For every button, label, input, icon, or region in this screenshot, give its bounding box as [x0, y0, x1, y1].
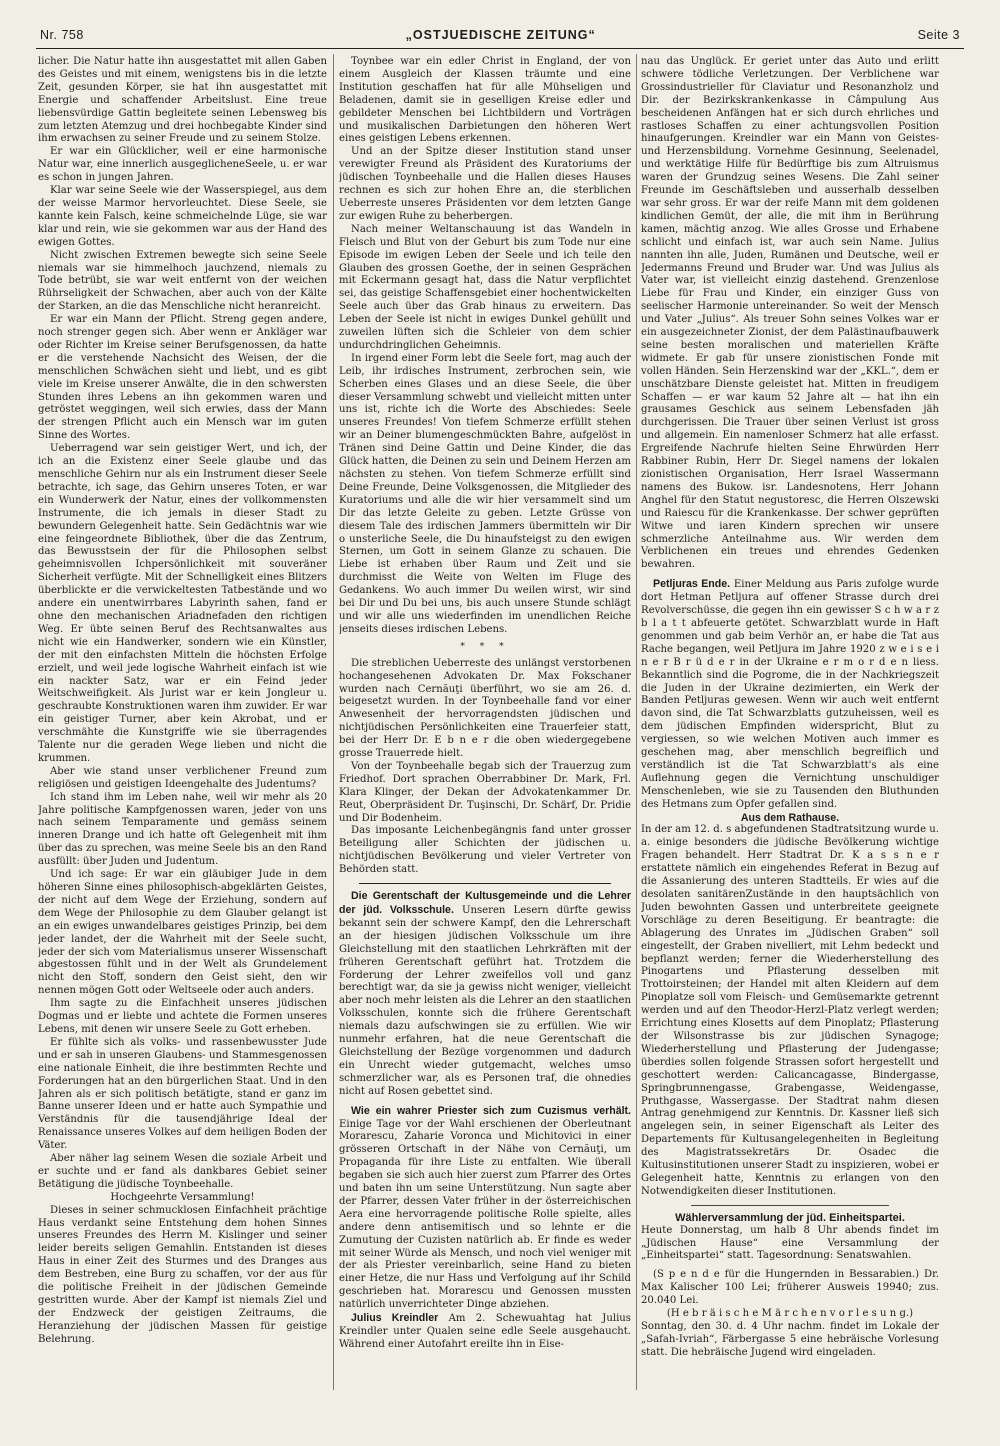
article-lehrer [339, 890, 631, 1099]
article-rathaus [641, 812, 939, 1199]
article-heading: Aus dem Rathause. [740, 811, 840, 824]
article-text: Einige Tage vor der Wahl erschienen der Oberleutnant Morarescu, Zaharie Voronca und Michitovici in einer grösseren Ortschaft in der Nähe von Cernăuţi, um Propaganda für ihre Liste zu entfalten. Wie überall begaben sie sich auch hier zuerst zum Pfarrer des Ortes und baten ihn um seine Unterstützung. Nun sagte aber der Pfarrer, dessen Vater früher in der österreichischen Aera eine hervorragende politische Rolle spielte, alles andere denn antisemitisch und so lehnte er die Zumutung der Cuzisten natürlich ab. Er finde es weder mit seiner Würde als Mensch, und noch viel weniger mit der als Priester vereinbarlich, seine Hand zu bieten einer Hetze, die nur Hass und Verfolgung auf ihr Schild geschrieben hat. Morarescu und Genossen mussten natürlich unverrichteter Dinge abziehen. [339, 1118, 631, 1311]
paragraph: Er war ein Glücklicher, weil er eine harmonische Natur war, eine innerlich ausgeglicheneSeele, u. er war es schon in jungen Jahren. [38, 146, 327, 184]
paragraph: nau das Unglück. Er geriet unter das Auto und erlitt schwere tödliche Verletzungen. Der Verblichene war Grossindustrieller für Claviatur und Resonanzholz und Dir. der Bezirkskrankenkasse in Câmpulung Aus bescheidenen Anfängen hat er sich durch ehrliches und rastloses Schaffen zu einer achtungsvollen Position hinaufgerungen. Kreindler war ein Mann von Geistes- und Herzensbildung. Vornehme Gesinnung, Seelenadel, und werktätige Hilfe für Bedürftige bis zum Altruismus waren der Grundzug seines Wesens. Die Zahl seiner Freunde im Geschäftsleben und ausserhalb desselben war sehr gross. Er war der reife Mann mit dem goldenen kindlichen Gemüt, der alle, die mit ihm in Berührung kamen, mächtig anzog. Wie alles Grosse und Erhabene schlicht und einfach ist, war auch sein Name. Julius nannten ihn alle, Juden, Rumänen und Deutsche, weil er Jedermanns Freund und Bruder war. Und was Julius als Vater war, ist vielleicht einzig dastehend. Grenzenlose Liebe für Frau und Kinder, ein einziger Guss von seelischer Harmonie untereinander. So weit der Mensch und Vater „Julius“. Als treuer Sohn seines Volkes war er ein ausgezeichneter Zionist, der dem Palästinaufbauwerk seine besten moralischen und materiellen Kräfte widmete. Er gab für unsere zionistischen Fonde mit vollen Händen. Sein Herzenskind war der „KKL.“, dem er unschätzbare Dienste geleistet hat. Mitten in freudigem Schaffen — er war kaum 52 Jahre alt — hat ihn ein grausames Geschick aus seinem Lebensfaden jäh durchgerissen. Die Trauer über seinen Verlust ist gross und allgemein. Ein namenloser Schmerz hat alle erfasst. Ergreifende Nachrufe hielten Seine Ehrwürden Herr Rabbiner Rubin, Herr Dr. Siegel namens der lokalen zionistischen Organisation, Herr Israel Wassermann namens des Bukow. isr. Landesnotens, Herr Johann Anghel für den Statut negustoresc, die Herren Olszewski und Raiescu für die Krankenkasse. Der schwer geprüften Witwe und iaren Kindern sprechen wir unsere schmerzliche Anteilnahme aus. Wir werden dem Verblichenen ein treues und ehrendes Gedenken bewahren. [641, 56, 939, 571]
paragraph: Aber näher lag seinem Wesen die soziale Arbeit und er suchte und er fand als dankbares Gebiet seiner Betätigung die jüdische Toynbeehalle. [38, 1153, 327, 1190]
paragraph: Von der Toynbeehalle begab sich der Trauerzug zum Friedhof. Dort sprachen Oberrabbiner Dr. Mark, Frl. Klara Klinger, der Dekan der Advokatenkammer Dr. Reut, Oberpräsident Dr. Tuşinschi, Dr. Schärf, Dr. Pridie und Dir Bodenheim. [339, 760, 631, 824]
paragraph: Nicht zwischen Extremen bewegte sich seine Seele niemals war sie himmelhoch jauchzend, niemals zu Tode betrübt, sie war weit entfernt von der weichen Rührseligkeit der Schwachen, aber auch von der Kälte der Starken, an die das Menschliche nicht heranreicht. [38, 249, 327, 313]
paragraph: Toynbee war ein edler Christ in England, der von einem Ausgleich der Klassen träumte und eine Institution geschaffen hat für alle Mühseligen und Beladenen, damit sie in geselligen Kreise edler und gebildeter Menschen bei Lichtbildern und Vorträgen und musikalischen Darbietungen den höheren Wert eines geistigen Lebens erkennen. [339, 56, 631, 145]
column-divider [636, 54, 637, 1390]
article-text: Am 2. Schewuahtag hat Julius Kreindler unter Qualen seine edle Seele ausgehaucht. Während einer Autofahrt ereilte ihn in Eise- [339, 1313, 631, 1350]
article-heading: Petljuras Ende. [653, 578, 731, 591]
page-header [40, 24, 960, 46]
paragraph: Und ich sage: Er war ein gläubiger Jude in dem höheren Sinne eines philosophisch-abgeklärten Geistes, der nicht auf dem Wege der Erziehung, sondern auf dem Wege der Philosophie zu dem Glauber gelangt ist an ein ewiges unwandelbares geistiges Prinzip, bei dem jeder landet, der die Wahrheit mit der Seele sucht, jeder der sich vom Materialismus unserer Wissenschaft abgestossen fühlt und in der Welt als Grundelement nicht den Stoff, sondern den Geist sieht, den wir nennen mögen Gott oder Weltseele oder auch anders. [38, 869, 327, 997]
newspaper-title: „OSTJUEDISCHE ZEITUNG“ [405, 28, 596, 42]
article-text: In der am 12. d. s abgefundenen Stadtratsitzung wurde u. a. einige besonders die jüdische Bevölkerung wichtige Fragen behandelt. Herr Stadtrat Dr. K a s s n e r erstattete nämlich ein eingehendes Referat in Bezug auf die Assanierung des unteren Stadtteils. Er wies auf die desolaten sanitärenZustände in den hauptsächlich von Juden bewohnten Gassen und unterbreitete geeignete Vorschläge zu deren Beseitigung. Er beantragte: die Ablagerung des Unrates im „Jüdischen Graben“ soll eingestellt, der Graben nivelliert, mit Lehm bedeckt und bepflanzt werden; ferner die Wiederherstellung des Pinogartens und Pflasterung desselben mit Trottoirsteinen; der Handel mit alten Kleidern auf dem Pinoplatze soll vom Fleisch- und Gemüsemarkte getrennt werden und auf den Theodor-Herzl-Platz verlegt werden; Errichtung eines Klosetts auf dem Pinoplatz; Pflasterung der Wilsonstrasse bis zur jüdischen Synagoge; Wiederherstellung und Pflasterung der Judengasse; überdies sollen folgende Strassen sofort hergestellt und geschottert werden: Calicancagasse, Bindergasse, Springbrunnengasse, Grabengasse, Weidengasse, Pruthgasse, Wassergasse. Der Stadtrat nahm diesen Antrag genehmigend zur Kenntnis. Dr. Kassner ließ sich angelegen sein, in seiner Eigenschaft als Leiter des Departements für Kultusangelegenheiten in Begleitung des Magistratssekretärs Dr. Osadec die Kultusinstitutionen unserer Stadt zu inspizieren, wobei er Gelegenheit hatte, Kenntnis zu erlangen von den Notwendigkeiten dieser Institutionen. [641, 824, 939, 1197]
notice-spende: (S p e n d e für die Hungernden in Bessarabien.) Dr. Max Kalischer 100 Lei; früherer Ausweis 19940; zus. 20.040 Lei. [641, 1269, 939, 1307]
section-separator: * * * [460, 641, 510, 652]
paragraph: Er fühlte sich als volks- und rassenbewusster Jude und er sah in unseren Glaubens- und Stammesgenossen eine nationale Einheit, die ihre bestimmten Rechte und Forderungen hat an den bürgerlichen Staat. Und in den Jahren als er sich politisch betätigte, stand er ganz im Banne unserer Ideen und er hatte auch Sympathie und Verständnis für die tausendjährige Ideal der Renaissance unseres Volkes auf dem heiligen Boden der Väter. [38, 1036, 327, 1152]
issue-number: Nr. 758 [40, 28, 84, 42]
paragraph: Und an der Spitze dieser Institution stand unser verewigter Freund als Präsident des Kuratoriums der jüdischen Toynbeehalle und die Hallen dieses Hauses rechnen es sich zur hohen Ehre an, die sterblichen Ueberreste unseres Präsidenten vor dem letzten Gange zur ewigen Ruhe zu beherbergen. [339, 146, 631, 222]
section-rule [359, 883, 611, 884]
article-heading: Wählerversammlung der jüd. Einheitspartei. [675, 1211, 905, 1224]
paragraph: Klar war seine Seele wie der Wasserspiegel, aus dem der weisse Marmor hervorleuchtet. Diese Seele, sie kannte kein Falsch, keine schmeichelnde Lüge, sie war klar und rein, wie sie gekommen war aus der Hand des ewigen Gottes. [38, 185, 327, 248]
paragraph: Die streblichen Ueberreste des unlängst verstorbenen hochangesehenen Advokaten Dr. Max Fokschaner wurden nach Cernăuţi überführt, wo sie am 26. d. beigesetzt wurden. In der Toynbeehalle fand vor einer Anwesenheit der hervorragendsten jüdischen und nichtjüdischen Persönlichkeiten eine Trauerfeier statt, bei der Herr Dr. E b n e r die oben wiedergegebene grosse Trauerrede hielt. [339, 657, 631, 760]
notice-heading: (H e b r ä i s c h e M ä r c h e n v o r l e s u n g.) [666, 1308, 914, 1320]
page-number: Seite 3 [917, 28, 960, 42]
article-priester [339, 1105, 631, 1313]
paragraph: Das imposante Leichenbegängnis fand unter grosser Beteiligung aller Schichten der jüdischen u. nichtjüdischen Bevölkerung und vieler Vertreter von Behörden statt. [339, 825, 631, 876]
article-petljura [641, 578, 939, 811]
column-2 [339, 56, 631, 1386]
paragraph: Dieses in seiner schmucklosen Einfachheit prächtige Haus verdankt seine Entstehung dem hohen Sinnes unseres Freundes des Herrn M. Kislinger und seiner leider bereits seligen Gemahlin. Entstanden ist dieses Haus in einer Zeit des Sturmes und des Dranges aus dem Bestreben, eine Burg zu schaffen, vor der aus für die politische Freiheit in der jüdischen Gemeinde gestritten wurde. Aber der Kampf ist niemals Ziel und der Endzweck der geistigen Zeitraums, die Heranziehung der jüdischen Massen für geistige Belehrung. [38, 1204, 327, 1345]
article-text: Heute Donnerstag, um halb 8 Uhr abends findet im „Jüdischen Hause“ eine Versammlung der „Einheitspartei“ statt. Tagesordnung: Senatswahlen. [641, 1224, 939, 1262]
paragraph: Er war ein Mann der Pflicht. Streng gegen andere, noch strenger gegen sich. Aber wenn er Ankläger war oder Richter im Kreise seiner Berufsgenossen, da hatte er die verstehende Nachsicht des Weisen, der die menschlichen Schwächen sieht und liebt, und es gibt viele im Kreise unserer Anwälte, die in den schwersten Stunden ihres Lebens an ihn gekommen waren und getröstet weggingen, weil sich erwies, dass der Mann der strengen Pflicht auch ein Mensch war im guten Sinne des Wortes. [38, 314, 327, 442]
column-divider [333, 54, 334, 1390]
paragraph: In irgend einer Form lebt die Seele fort, mag auch der Leib, ihr irdisches Instrument, zerbrochen sein, wie Scherben eines Glases und an diese Seele, die über dieser Versammlung schwebt und vielleicht mitten unter uns ist, richte ich die Worte des Abschiedes: Seele unseres Freundes! Von tiefem Schmerze erfüllt stehen wir an Deiner blumengeschmückten Bahre, aufgelöst in Tränen sind Deine Gattin und Deine Kinder, die das Glück hatten, die Deinen zu sein und Deinem Herzen am nächsten zu stehen. Von tiefem Schmerze erfüllt sind Deine Freunde, Deine Volksgenossen, die Mitglieder des Kuratoriums und alle die wir hier versammelt sind um Dir das letzte Geleite zu geben. Letzte Grüsse von diesem Tale des irdischen Jammers übermitteln wir Dir o unsterliche Seele, die Du hinaufsteigst zu den ewigen Sternen, um Gott in seinem Glanze zu schauen. Die Liebe ist erhaben über Raum und Zeit und sie durchmisst die Weite von Welten im Fluge des Gedankens. Wo auch immer Du weilen wirst, wir sind bei Dir und Du bei uns, bis auch unsere Stunde schlägt und wir alle uns wiederfinden im unendlichen Reiche jenseits dieses irdischen Lebens. [339, 352, 631, 635]
header-rule [36, 48, 964, 49]
paragraph: Aber wie stand unser verblichener Freund zum religiösen und geistigen Ideengehalte des Judentums? [38, 765, 327, 790]
paragraph: licher. Die Natur hatte ihn ausgestattet mit allen Gaben des Geistes und mit einem, wenigstens bis in die letzte Zeit, gesunden Körper, sie hat ihn ausgestattet mit Energie und schaffender Arbeitslust. Eine treue liebensvürdige Gattin begleitete seinen Lebensweg bis zum letzten Atemzug und drei hochbegabte Kinder sind ihm erwachsen zu seiner Freude und zu seinem Stolze. [38, 56, 327, 145]
paragraph: Ihm sagte zu die Einfachheit unseres jüdischen Dogmas und er liebte und achtete die Formen unseres Lebens, mit denen wir unsere Seele zu Gott erheben. [38, 998, 327, 1035]
article-heading: Julius Kreindler [351, 1312, 439, 1325]
column-3 [641, 56, 939, 1386]
paragraph: Ueberragend war sein geistiger Wert, und ich, der ich an die Existenz einer Seele glaube und das menschliche Gehirn nur als ein Instrument dieser Seele betrachte, ich sage, das Gehirn unseres Toten, er war ein Wunderwerk der Natur, eines der vollkommensten Instrumente, die ich jemals in dieser Stadt zu bewundern Gelegenheit hatte. Sein Gedächtnis war wie eine feingeordnete Bibliothek, über die das Zentrum, das Bewusstsein der für die Philosophen selbst geheimnisvollen Ichpersönlichkeit mit souveräner Sicherheit verfügte. Mit der Schnelligkeit eines Blitzers überblickte er die verwickeltesten Tatbestände und wo andere ein unentwirrbares Labyrinth sahen, fand er ohne den mechanischen Ariadnefaden den richtigen Weg. Er übte seinen Beruf des Rechtsanwaltes aus nicht wie ein Handwerker, sondern wie ein Künstler, der mit den einfachsten Mitteln die höchsten Erfolge erzielt, und weil jede logische Wahrheit einfach ist wie ein nackter Satz, war er ein Feind jeder Weitschweifigkeit. Als Jurist war er kein Jongleur u. geschraubte Konstruktionen waren ihm zuwider. Er war ein geistiger Turner, aber kein Akrobat, und er verschmähte die Kunstgriffe wie sie überragendes Talente nur die geraden Wege lieben und nicht die krummen. [38, 443, 327, 764]
paragraph: Nach meiner Weltanschauung ist das Wandeln in Fleisch und Blut von der Geburt bis zum Tode nur eine Episode im ewigen Leben der Seele und ich teile den Glauben des grossen Goethe, der in seinen Gesprächen mit Eckermann gesagt hat, dass die Natur verpflichtet sei, das geistige Schaffensgebiet einer hochentwickelten Seele auch über das Grab hinaus zu erweitern. Das Leben der Seele ist nicht in ewiges Dunkel gehüllt und zuweilen lüften sich die Schleier von dem schier undurchdringlichen Geheimnis. [339, 223, 631, 351]
notice-text: Sonntag, den 30. d. 4 Uhr nachm. findet im Lokale der „Safah-Ivriah“, Färbergasse 5 eine hebräische Vorlesung statt. Die hebräische Jugend wird eingeladen. [641, 1321, 939, 1358]
column-1 [38, 56, 327, 1386]
salutation: Hochgeehrte Versammlung! [110, 1191, 255, 1203]
article-heading: Die Gerentschaft der Kultusgemeinde und die Lehrer der jüd. Volksschule. [339, 890, 631, 916]
section-rule [691, 1205, 889, 1206]
article-heading: Wie ein wahrer Priester sich zum Cuzismus verhält. [351, 1104, 631, 1117]
paragraph: Ich stand ihm im Leben nahe, weil wir mehr als 20 Jahre politische Kampfgenossen waren, jeder von uns nach seinem Temparamente und gemäss seinem inneren Drange und ich hatte oft Gelegenheit mit ihm über das zu sprechen, was meine Seele bis an den Rand ausfüllt: über Juden und Judentum. [38, 791, 327, 868]
article-kreindler [339, 1312, 631, 1352]
article-text: Einer Meldung aus Paris zufolge wurde dort Hetman Petljura auf offener Strasse durch drei Revolverschüsse, die gegen ihn ein gewisser S c h w a r z b l a t t abfeuerte getötet. Schwarzblatt wurde in Haft genommen und gab beim Verhör an, er habe die Tat aus Rache begangen, weil Petljura im Jahre 1920 z w e i s e i n e r B r ü d e r in der Ukraine e r m o r d e n liess. Bekanntlich sind die Pogrome, die in der Nachkriegszeit die Juden in der Ukraine dezimierten, ein Werk der Banden Petljuras gewesen. Wenn wir auch weit entfernt davon sind, die Tat Schwarzblatts gutzuheissen, weil es dem jüdischen Empfinden widerspricht, Blut zu vergiessen, so wie welchen Motiven auch immer es geschehen mag, aber menschlich begreiflich und verständlich ist die Tat Schwarzblatt's als eine Auflehnung gegen die Vernichtung unschuldiger Menschenleben, wie sie zu Tausenden den Bluthunden des Hetmans zum Opfer gefallen sind. [641, 579, 939, 810]
article-text: Unseren Lesern dürfte gewiss bekannt sein der schwere Kampf, den die Lehrerschaft an der hiesigen jüdischen Volksschule um ihre Gleichstellung mit den staatlichen Lehrkräften mit der früheren Gerentschaft geführt hat. Trotzdem die Forderung der Lehrer zweifellos voll und ganz berechtigt war, da sie ja gewiss nicht weniger, vielleicht aber noch mehr leisten als die Lehrer an den staatlichen Volksschulen, konnte sich die frühere Gerentschaft niemals dazu aufschwingen sie zu erfüllen. Wie wir nunmehr erfahren, hat die neue Gerentschaft die Gleichstellung der Bezüge vorgenommen und dadurch ein Unrecht wieder gutgemacht, welches umso schmerzlicher war, als es Personen traf, die ohnedies nicht auf Rosen gebettet sind. [339, 905, 631, 1097]
